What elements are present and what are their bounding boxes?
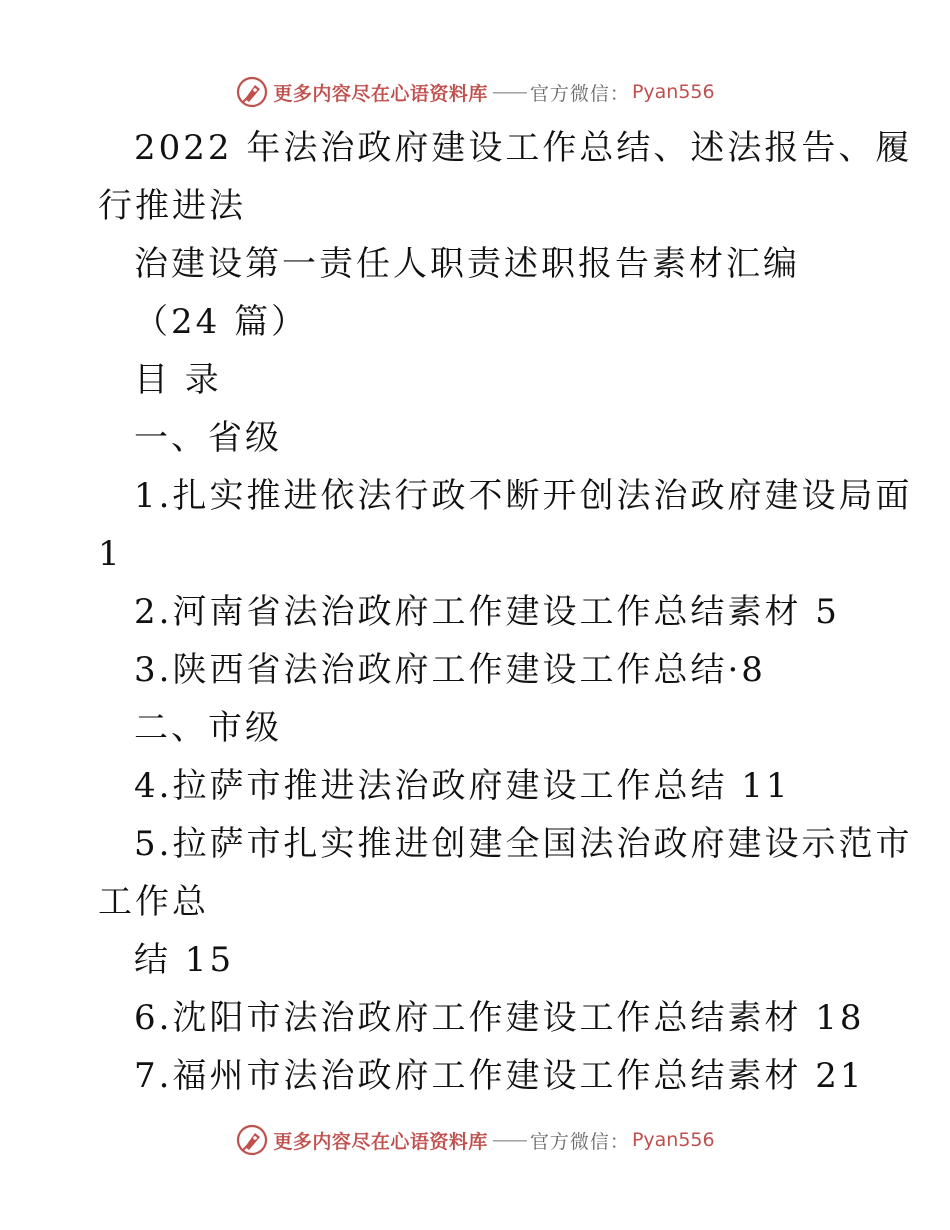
toc-item-2: 2.河南省法治政府工作建设工作总结素材 5 (134, 592, 840, 632)
watermark-sub: 官方微信： (529, 82, 630, 105)
toc-heading: 目 录 (134, 360, 222, 400)
document-title-line-1: 2022 年法治政府建设工作总结、述法报告、履 (134, 128, 913, 168)
toc-item-5-page: 结 15 (134, 940, 235, 980)
watermark-text: 更多内容尽在心语资料库 (273, 1130, 488, 1153)
toc-item-3: 3.陕西省法治政府工作建设工作总结·8 (134, 650, 766, 690)
watermark-dash: —— (491, 81, 526, 103)
toc-item-1: 1.扎实推进依法行政不断开创法治政府建设局面 (134, 476, 913, 516)
watermark-id: Pyan556 (631, 1129, 715, 1151)
footer-watermark (0, 1120, 950, 1160)
watermark-sub: 官方微信： (529, 1130, 630, 1153)
toc-item-5: 5.拉萨市扎实推进创建全国法治政府建设示范市 (134, 824, 913, 864)
toc-item-6: 6.沈阳市法治政府工作建设工作总结素材 18 (134, 998, 865, 1038)
watermark-dash: —— (491, 1129, 526, 1151)
pen-nib-icon (235, 75, 269, 109)
toc-item-7: 7.福州市法治政府工作建设工作总结素材 21 (134, 1056, 865, 1096)
toc-section-2: 二、市级 (134, 708, 282, 748)
toc-item-5-cont: 工作总 (98, 882, 209, 922)
document-title-line-2: 行推进法 (98, 186, 246, 226)
pen-nib-icon (235, 1123, 269, 1157)
toc-section-1: 一、省级 (134, 418, 282, 458)
watermark-text: 更多内容尽在心语资料库 (273, 82, 488, 105)
toc-item-1-page: 1 (98, 534, 123, 574)
toc-item-4: 4.拉萨市推进法治政府建设工作总结 11 (134, 766, 791, 806)
watermark-id: Pyan556 (631, 81, 715, 103)
document-title-line-4: （24 篇） (134, 302, 309, 342)
document-title-line-3: 治建设第一责任人职责述职报告素材汇编 (134, 244, 800, 284)
header-watermark (0, 72, 950, 112)
